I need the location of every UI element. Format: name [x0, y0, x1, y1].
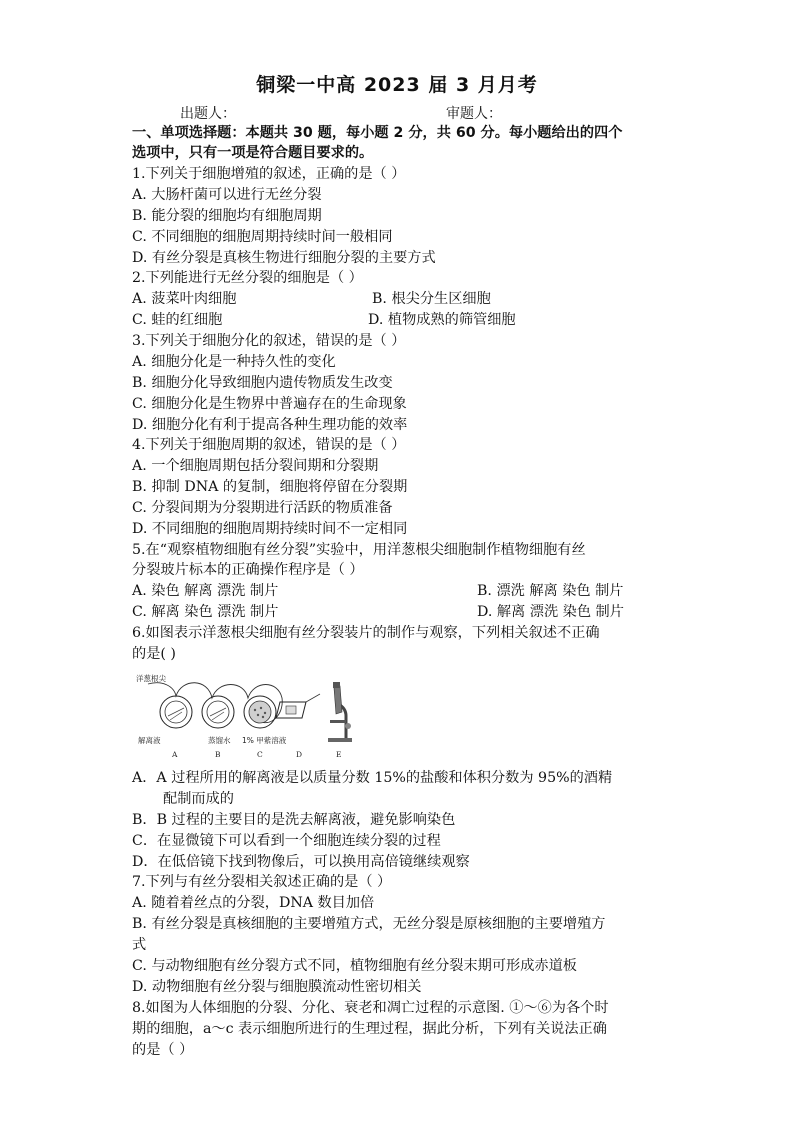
figure-letter-b: B	[215, 750, 221, 759]
question-4-option-a: A. 一个细胞周期包括分裂间期和分裂期	[132, 458, 379, 474]
figure-letter-c: C	[257, 750, 263, 759]
figure-label-dissociation-fluid: 解离液	[138, 736, 161, 745]
question-6-stem-line1: 6.如图表示洋葱根尖细胞有丝分裂装片的制作与观察，下列相关叙述不正确	[132, 625, 600, 641]
question-5-option-b: B. 漂洗 解离 染色 制片	[477, 583, 624, 599]
question-2-option-a: A. 菠菜叶肉细胞	[132, 291, 237, 307]
question-3-stem: 3.下列关于细胞分化的叙述，错误的是（ ）	[132, 333, 406, 349]
question-2-option-b: B. 根尖分生区细胞	[372, 291, 491, 307]
section-heading-line1: 一、单项选择题：本题共 30 题，每小题 2 分，共 60 分。每小题给出的四个	[132, 125, 623, 141]
question-7-option-d: D. 动物细胞有丝分裂与细胞膜流动性密切相关	[132, 979, 422, 995]
question-7-option-b-line2: 式	[132, 937, 147, 953]
slide-d	[276, 694, 320, 718]
microscope-e	[328, 682, 352, 742]
question-4-stem: 4.下列关于细胞周期的叙述，错误的是（ ）	[132, 437, 406, 453]
question-5-stem-line2: 分裂玻片标本的正确操作程序是（ ）	[132, 562, 364, 578]
question-8-stem-line2: 期的细胞，a～c 表示细胞所进行的生理过程，据此分析，下列有关说法正确	[132, 1021, 607, 1037]
question-7-stem: 7.下列与有丝分裂相关叙述正确的是（ ）	[132, 874, 392, 890]
question-7-option-a: A. 随着着丝点的分裂，DNA 数目加倍	[132, 895, 375, 911]
question-1-option-a: A. 大肠杆菌可以进行无丝分裂	[132, 187, 322, 203]
question-2-stem: 2.下列能进行无丝分裂的细胞是（ ）	[132, 270, 363, 286]
section-heading-line2: 选项中，只有一项是符合题目要求的。	[132, 145, 374, 161]
question-5-option-a: A. 染色 解离 漂洗 制片	[132, 583, 279, 599]
figure-letter-e: E	[336, 750, 342, 759]
question-4-option-d: D. 不同细胞的细胞周期持续时间不一定相同	[132, 521, 408, 537]
question-4-option-c: C. 分裂间期为分裂期进行活跃的物质准备	[132, 500, 393, 516]
question-6-option-c: C．在显微镜下可以看到一个细胞连续分裂的过程	[132, 833, 441, 849]
setter-label: 出题人：	[180, 106, 236, 122]
question-1-stem: 1.下列关于细胞增殖的叙述，正确的是（ ）	[132, 166, 406, 182]
question-6-option-a-line2: 配制而成的	[163, 791, 234, 807]
figure-label-onion-root-tip: 洋葱根尖	[136, 674, 166, 683]
question-1-option-d: D. 有丝分裂是真核生物进行细胞分裂的主要方式	[132, 250, 436, 266]
exam-title: 铜梁一中高 2023 届 3 月月考	[256, 74, 538, 96]
question-4-option-b: B. 抑制 DNA 的复制，细胞将停留在分裂期	[132, 479, 408, 495]
question-3-option-d: D. 细胞分化有利于提高各种生理功能的效率	[132, 417, 408, 433]
question-6-option-a-line1: A．A 过程所用的解离液是以质量分数 15%的盐酸和体积分数为 95%的酒精	[132, 770, 613, 786]
figure-label-distilled-water: 蒸馏水	[208, 736, 231, 745]
reviewer-label: 审题人：	[446, 106, 502, 122]
question-6-option-d: D．在低倍镜下找到物像后，可以换用高倍镜继续观察	[132, 854, 470, 870]
question-1-option-c: C. 不同细胞的细胞周期持续时间一般相同	[132, 229, 393, 245]
question-3-option-a: A. 细胞分化是一种持久性的变化	[132, 354, 336, 370]
question-5-stem-line1: 5.在“观察植物细胞有丝分裂”实验中，用洋葱根尖细胞制作植物细胞有丝	[132, 542, 586, 558]
dish-a	[160, 696, 192, 728]
figure-letter-a: A	[172, 750, 178, 759]
question-5-option-d: D. 解离 漂洗 染色 制片	[477, 604, 624, 620]
question-7-option-b-line1: B. 有丝分裂是真核细胞的主要增殖方式，无丝分裂是原核细胞的主要增殖方	[132, 916, 606, 932]
dish-b	[202, 696, 234, 728]
question-3-option-c: C. 细胞分化是生物界中普遍存在的生命现象	[132, 396, 407, 412]
dish-c	[244, 696, 276, 728]
question-3-option-b: B. 细胞分化导致细胞内遗传物质发生改变	[132, 375, 393, 391]
question-5-option-c: C. 解离 染色 漂洗 制片	[132, 604, 279, 620]
question-6-stem-line2: 的是( )	[132, 646, 176, 662]
question-8-stem-line1: 8.如图为人体细胞的分裂、分化、衰老和凋亡过程的示意图. ①～⑥为各个时	[132, 1000, 609, 1016]
question-2-option-c: C. 蛙的红细胞	[132, 312, 223, 328]
question-8-stem-line3: 的是（ ）	[132, 1042, 194, 1058]
question-2-option-d: D. 植物成熟的筛管细胞	[368, 312, 516, 328]
figure-label-stain-solution: 1% 甲紫溶液	[242, 736, 287, 745]
slide-preparation-figure	[134, 672, 364, 762]
question-6-option-b: B．B 过程的主要目的是洗去解离液，避免影响染色	[132, 812, 456, 828]
figure-letter-d: D	[296, 750, 303, 759]
question-1-option-b: B. 能分裂的细胞均有细胞周期	[132, 208, 322, 224]
question-7-option-c: C. 与动物细胞有丝分裂方式不同，植物细胞有丝分裂末期可形成赤道板	[132, 958, 577, 974]
